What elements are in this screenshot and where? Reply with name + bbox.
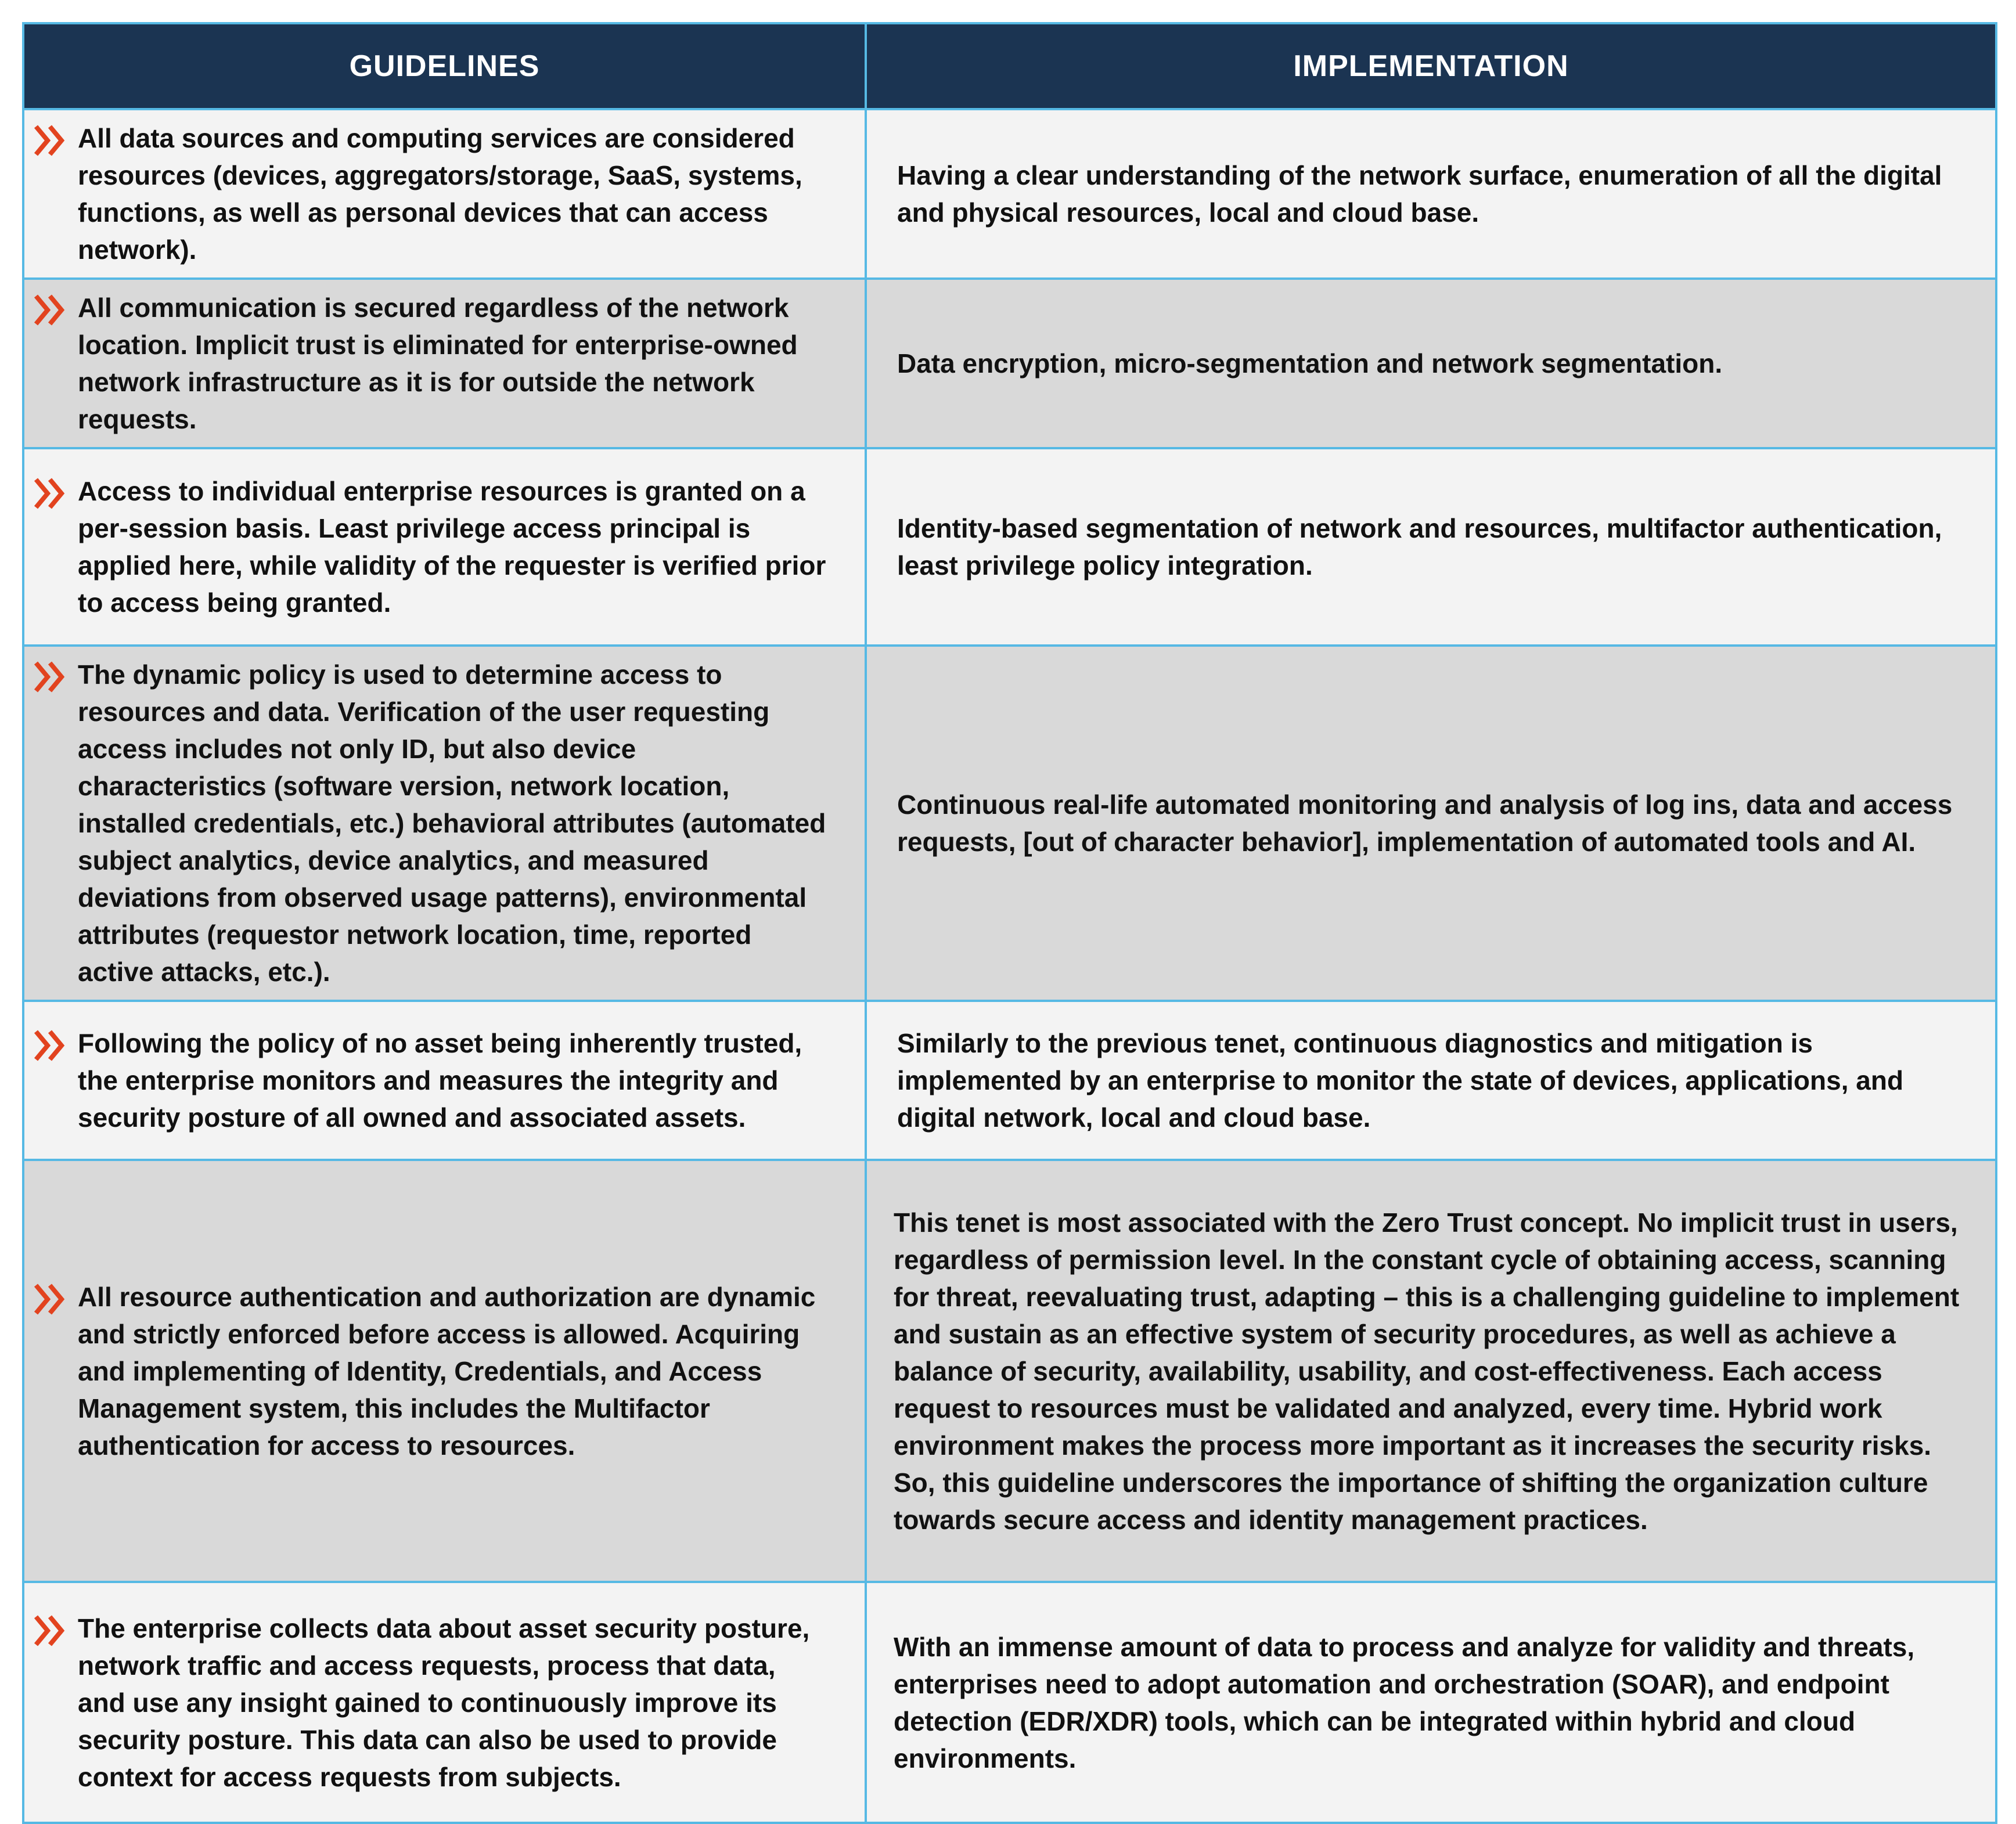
implementation-text: This tenet is most associated with the Zero Trust concept. No implicit trust in users, regardless of permission level. In the constant cycle of obtaining access, scanning for threat, reevaluating trust, adapting – this is a challenging guideline to implement and sustain as an effective system of security procedures, as well as achieve a balance of security, availability, usability, and cost-effectiveness. Each access request to resources must be validated and analyzed, every time. Hybrid work environment makes the process more important as it increases the security risks. So, this guideline underscores the importance of shifting the organization culture towards secure access and identity management practices. [894,1207,1960,1535]
table-row [23,279,1996,448]
implementation-cell [866,279,1996,448]
implementation-text: Having a clear understanding of the network surface, enumeration of all the digital and physical resources, local and cloud base. [897,160,1942,228]
guideline-cell [23,1582,866,1823]
table-row [23,1160,1996,1582]
implementation-text: Similarly to the previous tenet, continuous diagnostics and mitigation is implemented by an enterprise to monitor the state of devices, applications, and digital network, local and cloud base. [897,1028,1904,1133]
guideline-text: All communication is secured regardless of the network location. Implicit trust is eliminated for enterprise-owned network infrastructure as it is for outside the network requests. [78,293,798,434]
guideline-text: The enterprise collects data about asset security posture, network traffic and access requests, process that data, and use any insight gained to continuously improve its security posture. This data can also be used to provide context for access requests from subjects. [78,1613,810,1792]
guideline-cell [23,646,866,1001]
guideline-cell [23,1160,866,1582]
implementation-text: Data encryption, micro-segmentation and network segmentation. [897,348,1723,379]
implementation-text: Continuous real-life automated monitoring and analysis of log ins, data and access requests, [out of character behavior], implementation of automated tools and AI. [897,790,1953,857]
table-row [23,646,1996,1001]
guideline-cell [23,1001,866,1160]
guideline-text: All resource authentication and authorization are dynamic and strictly enforced before access is allowed. Acquiring and implementing of Identity, Credentials, and Access Management system, this includes the Multifactor authentication for access to resources. [78,1281,816,1461]
column-header-implementation: IMPLEMENTATION [866,23,1996,109]
table-row [23,109,1996,279]
implementation-cell [866,646,1996,1001]
header-row [23,23,1996,109]
double-chevron-right-icon [33,293,70,327]
double-chevron-right-icon [33,123,70,158]
guideline-text: All data sources and computing services are considered resources (devices, aggregators/storage, SaaS, systems, functions, as well as personal devices that can access network). [78,123,802,265]
guideline-cell [23,279,866,448]
implementation-cell [866,448,1996,646]
column-header-guidelines: GUIDELINES [23,23,866,109]
table-row [23,448,1996,646]
double-chevron-right-icon [33,476,70,511]
implementation-text: Identity-based segmentation of network and resources, multifactor authentication, least privilege policy integration. [897,513,1942,581]
table-row [23,1001,1996,1160]
implementation-cell [866,1582,1996,1823]
guideline-text: Following the policy of no asset being inherently trusted, the enterprise monitors and measures the integrity and security posture of all owned and associated assets. [78,1028,802,1133]
guideline-cell [23,448,866,646]
implementation-text: With an immense amount of data to process and analyze for validity and threats, enterprises need to adopt automation and orchestration (SOAR), and endpoint detection (EDR/XDR) tools, which can be integrated within hybrid and cloud environments. [894,1631,1915,1773]
guideline-cell [23,109,866,279]
implementation-cell [866,1160,1996,1582]
guidelines-table [22,22,1997,1824]
implementation-cell [866,109,1996,279]
double-chevron-right-icon [33,1613,70,1648]
guideline-text: The dynamic policy is used to determine access to resources and data. Verification of the user requesting access includes not only ID, but also device characteristics (software version, network location, installed credentials, etc.) behavioral attributes (automated subject analytics, device analytics, and measured deviations from observed usage patterns), environmental attributes (requestor network location, time, reported active attacks, etc.). [78,659,826,987]
double-chevron-right-icon [33,659,70,694]
double-chevron-right-icon [33,1282,70,1317]
guideline-text: Access to individual enterprise resources is granted on a per-session basis. Least privilege access principal is applied here, while validity of the requester is verified prior to access being granted. [78,476,826,618]
implementation-cell [866,1001,1996,1160]
table-row [23,1582,1996,1823]
double-chevron-right-icon [33,1028,70,1063]
